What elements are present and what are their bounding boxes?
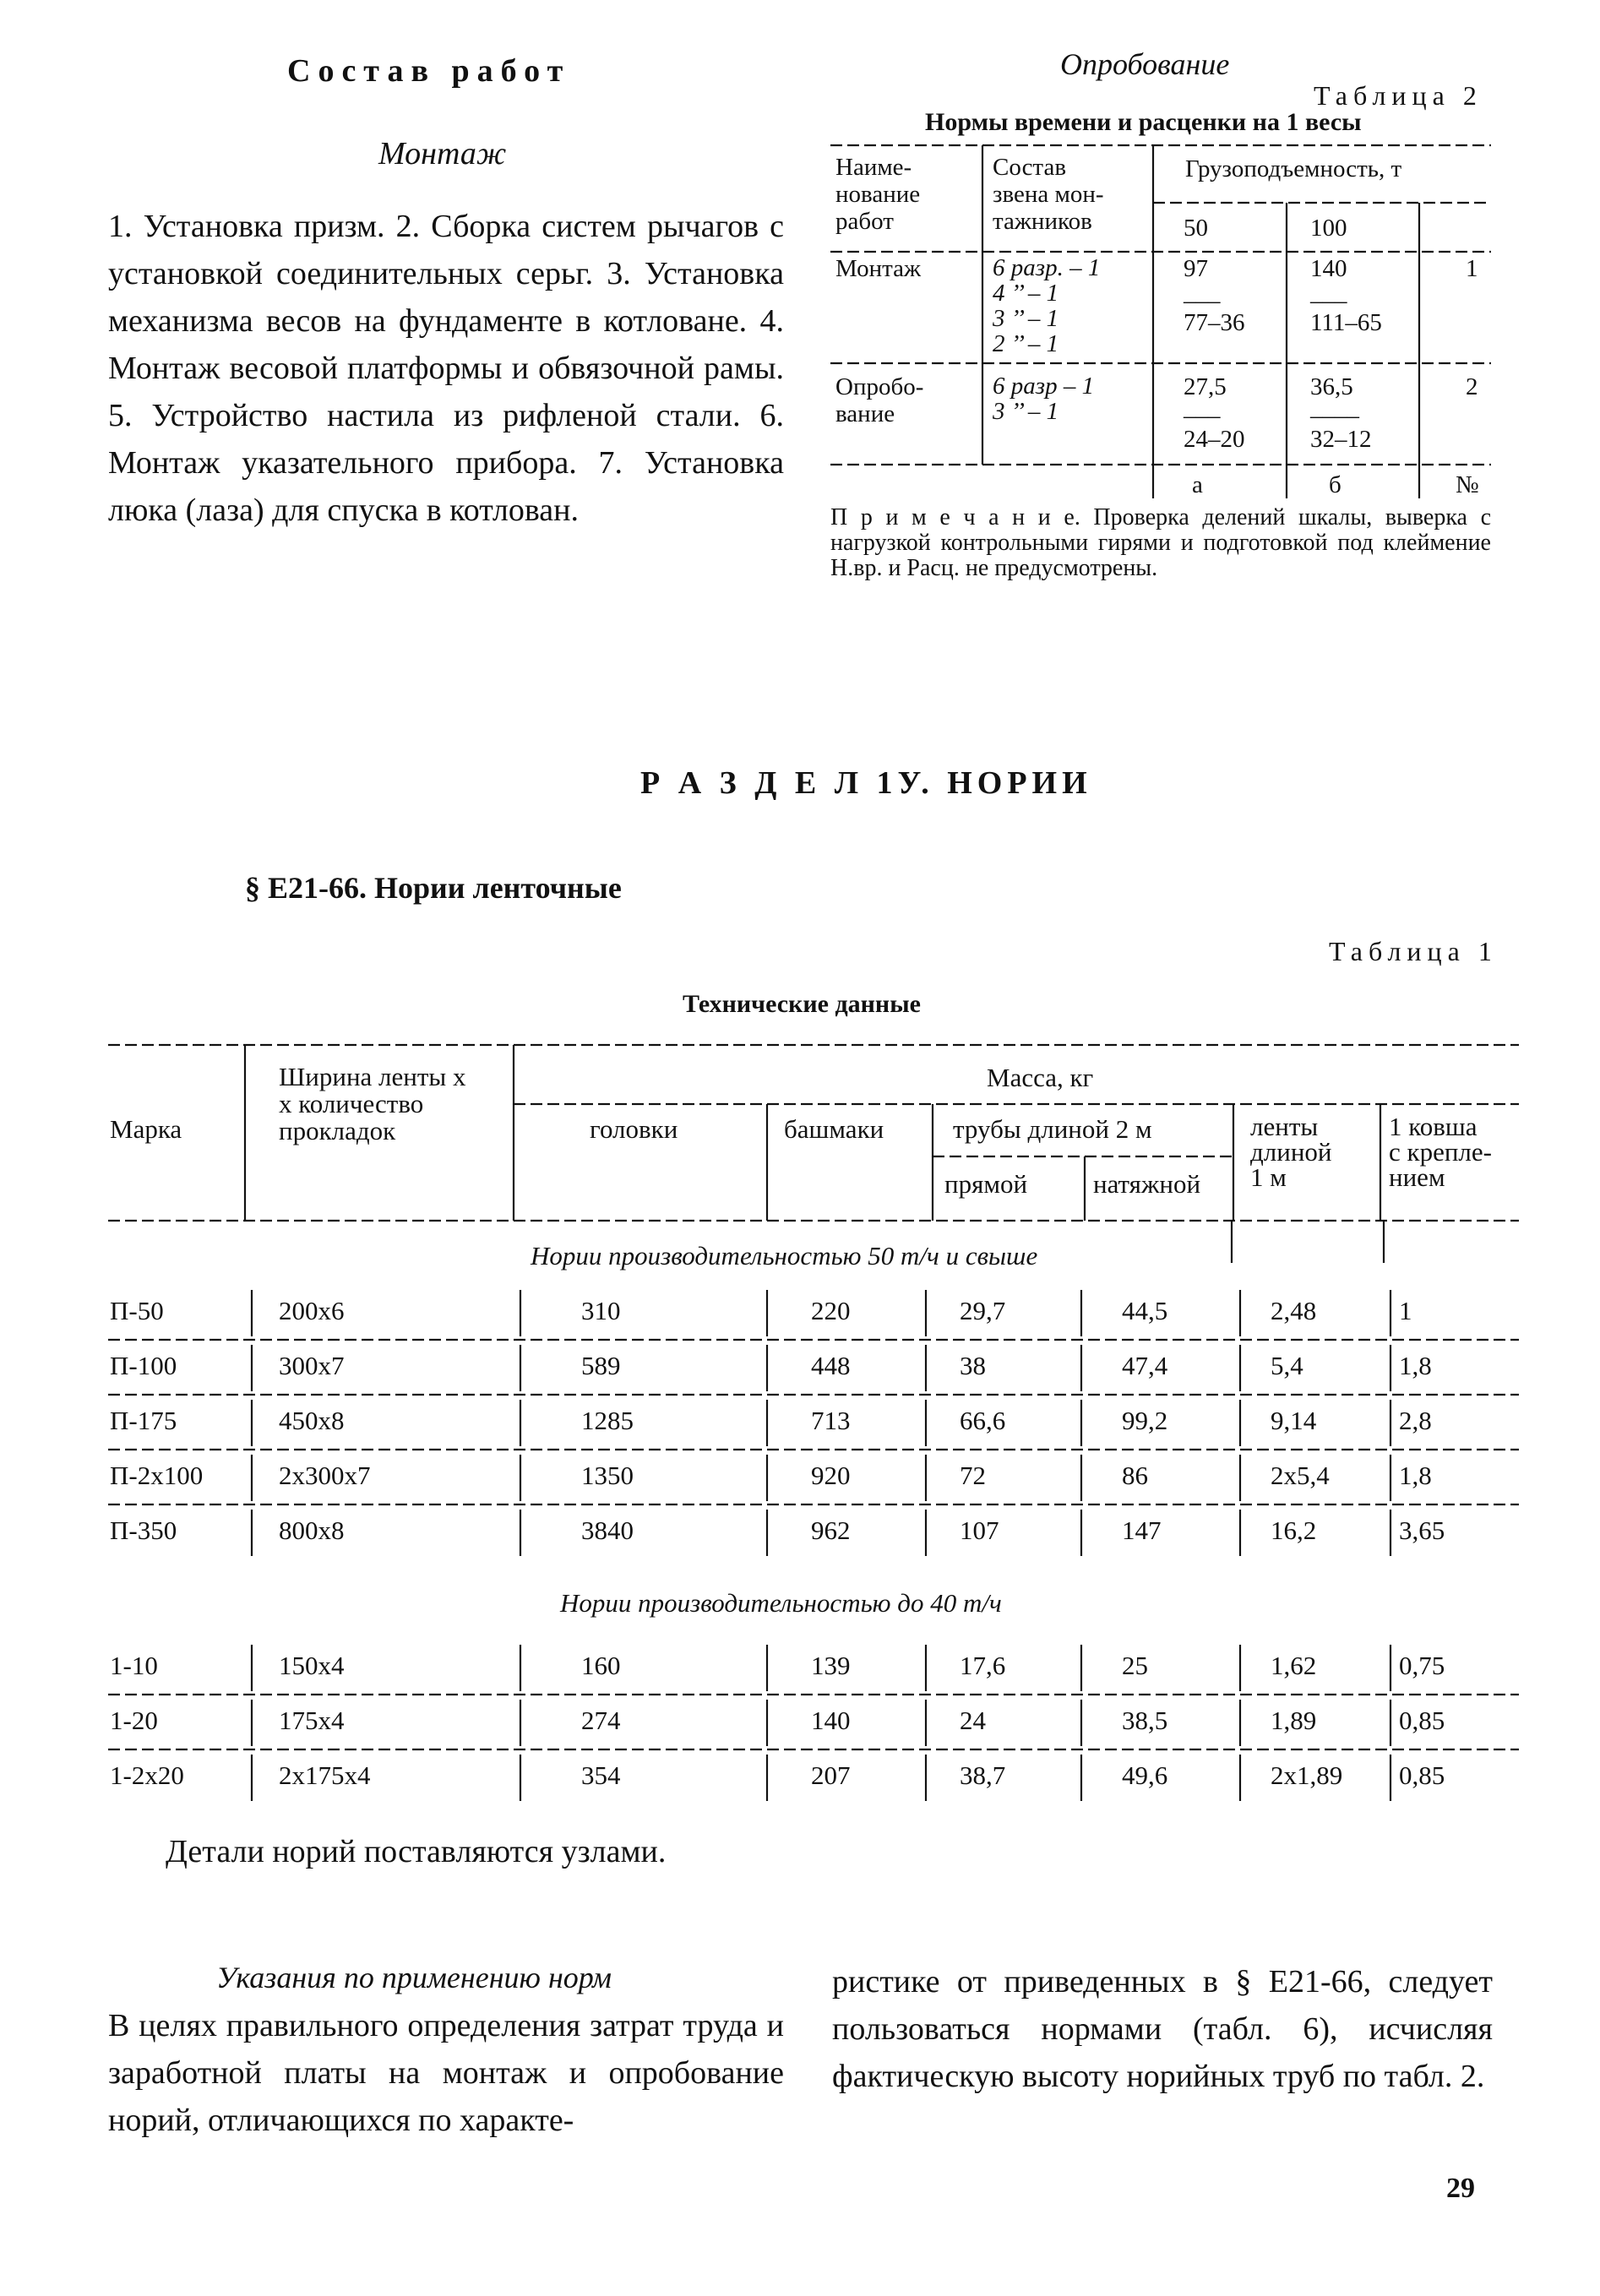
t2-footer-no: № xyxy=(1456,471,1479,498)
t2-hdr-crew-line: звена мон- xyxy=(993,181,1104,208)
t2-row1-crew xyxy=(993,255,1100,356)
instructions-left-text: В целях правильного определения затрат труда и заработной платы на монтаж и опробование норий, отличающихся по характе- xyxy=(108,2008,784,2138)
instructions-right-text: ристике от приведенных в § Е21-66, следует пользоваться нормами (табл. 6), исчисляя фактическую высоту норийных труб по табл. 2. xyxy=(832,1964,1493,2094)
t1-hdr-belts-line: 1 м xyxy=(1250,1162,1287,1192)
table2-grid xyxy=(830,144,1491,498)
t1-hdr-belts-line: длиной xyxy=(1250,1137,1332,1167)
table-cell: 1350 xyxy=(581,1461,634,1490)
work-composition-heading: Состав работ xyxy=(287,53,571,89)
table-cell: 24 xyxy=(960,1706,986,1735)
table-cell: 1-20 xyxy=(110,1706,158,1735)
t1-header-mark: Марка xyxy=(110,1114,182,1144)
table-cell: 5,4 xyxy=(1271,1351,1303,1380)
table-cell: 2х5,4 xyxy=(1271,1461,1330,1490)
t2-name-line: вание xyxy=(835,400,895,427)
table-cell: 3840 xyxy=(581,1515,634,1545)
table1 xyxy=(108,1043,1519,1804)
t2-row2-r50: 24–20 xyxy=(1184,426,1245,453)
table-cell: 2х1,89 xyxy=(1271,1760,1343,1790)
table-cell: 99,2 xyxy=(1122,1406,1168,1435)
table-cell: 175х4 xyxy=(279,1706,345,1735)
t2-hdr-name-line: Наиме- xyxy=(835,154,912,181)
table-cell: 2х175х4 xyxy=(279,1760,371,1790)
t2-crew-line: 2 ’’ – 1 xyxy=(993,330,1059,357)
t2-row2-dash100: –––– xyxy=(1310,402,1359,429)
table-cell: П-50 xyxy=(110,1296,164,1325)
t1-header-tension: натяжной xyxy=(1093,1169,1201,1199)
table-cell: П-100 xyxy=(110,1351,177,1380)
t2-header-crew xyxy=(993,154,1104,235)
table-cell: 2х300х7 xyxy=(279,1461,371,1490)
table-cell: 920 xyxy=(811,1461,851,1490)
table-cell: 2,8 xyxy=(1399,1406,1432,1435)
table-cell: 38,5 xyxy=(1122,1706,1168,1735)
table-cell: 1-2х20 xyxy=(110,1760,184,1790)
installation-text: 1. Установка призм. 2. Сборка систем рычагов с установкой соединительных серьг. 3. Установка механизма весов на фундаменте в котловане. 4. Монтаж весовой платформы и обвязочной рамы. 5. Устройство настила из рифленой стали. 6. Монтаж указательного прибора. 7. Установка люка (лаза) для спуска в котлован. xyxy=(108,209,784,528)
table-cell: 3,65 xyxy=(1399,1515,1445,1545)
t2-header-100: 100 xyxy=(1310,215,1347,242)
t2-row2-crew xyxy=(993,373,1094,424)
t2-row2-no: 2 xyxy=(1466,373,1478,400)
t1-header-belts xyxy=(1250,1114,1332,1190)
table-cell: 0,75 xyxy=(1399,1651,1445,1680)
t2-hdr-name-line: нование xyxy=(835,181,921,208)
table-cell: 140 xyxy=(811,1706,851,1735)
table-cell: 450х8 xyxy=(279,1406,345,1435)
table-cell: 29,7 xyxy=(960,1296,1006,1325)
t2-header-name xyxy=(835,154,920,235)
t1-hdr-belt-line: Ширина ленты х xyxy=(279,1062,466,1091)
table1-caption: Технические данные xyxy=(683,990,921,1018)
table-cell: 9,14 xyxy=(1271,1406,1317,1435)
t1-hdr-belts-line: ленты xyxy=(1250,1112,1319,1141)
t2-row1-v50: 97 xyxy=(1184,255,1208,282)
table-cell: 962 xyxy=(811,1515,851,1545)
table-cell: 147 xyxy=(1122,1515,1162,1545)
table-cell: 25 xyxy=(1122,1651,1148,1680)
t2-footer-a: а xyxy=(1192,471,1203,498)
t1-group1-title: Нории производительностью 50 т/ч и свыше xyxy=(531,1241,1038,1270)
t1-hdr-bucket-line: 1 ковша xyxy=(1389,1112,1478,1141)
table-cell: 107 xyxy=(960,1515,999,1545)
table-cell: 1-10 xyxy=(110,1651,158,1680)
table-cell: 448 xyxy=(811,1351,851,1380)
table2-note: П р и м е ч а н и е. Проверка делений шкалы, выверка с нагрузкой контрольными гирями и подготовкой под клеймение Н.вр. и Расц. не предусмотрены. xyxy=(830,504,1491,581)
paragraph-title: § Е21-66. Нории ленточные xyxy=(245,871,622,905)
t2-crew-line: 6 разр. – 1 xyxy=(993,254,1101,281)
table-cell: 589 xyxy=(581,1351,621,1380)
table-cell: 1 xyxy=(1399,1296,1412,1325)
table-cell: 47,4 xyxy=(1122,1351,1168,1380)
table-cell: 160 xyxy=(581,1651,621,1680)
t2-row2-name xyxy=(835,373,923,427)
table-cell: 150х4 xyxy=(279,1651,345,1680)
table-cell: 220 xyxy=(811,1296,851,1325)
t1-header-heads: головки xyxy=(590,1114,678,1144)
t2-header-capacity: Грузоподъемность, т xyxy=(1185,155,1402,182)
t1-header-belt xyxy=(279,1064,466,1145)
t2-hdr-crew-line: Состав xyxy=(993,154,1067,181)
table-cell: 1,89 xyxy=(1271,1706,1317,1735)
table-cell: П-175 xyxy=(110,1406,177,1435)
table-cell: 16,2 xyxy=(1271,1515,1317,1545)
table-cell: 207 xyxy=(811,1760,851,1790)
table-cell: П-2х100 xyxy=(110,1461,204,1490)
table-cell: 72 xyxy=(960,1461,986,1490)
table-cell: 0,85 xyxy=(1399,1760,1445,1790)
table-cell: 300х7 xyxy=(279,1351,345,1380)
t1-header-straight: прямой xyxy=(944,1169,1028,1199)
t2-row2-v100: 36,5 xyxy=(1310,373,1353,400)
t2-hdr-crew-line: тажников xyxy=(993,208,1092,235)
table-cell: 310 xyxy=(581,1296,621,1325)
table-cell: 713 xyxy=(811,1406,851,1435)
table-cell: 139 xyxy=(811,1651,851,1680)
t1-hdr-belt-line: прокладок xyxy=(279,1116,396,1145)
t2-row1-r100: 111–65 xyxy=(1310,309,1382,336)
t2-row1-dash50: ––– xyxy=(1184,287,1221,314)
t2-crew-line: 3 ’’ – 1 xyxy=(993,305,1059,332)
t1-hdr-belt-line: х количество xyxy=(279,1089,424,1118)
t2-crew-line: 4 ’’ – 1 xyxy=(993,280,1059,307)
table-cell: 1,8 xyxy=(1399,1461,1432,1490)
page-number: 29 xyxy=(1446,2173,1475,2204)
table-cell: 1,62 xyxy=(1271,1651,1317,1680)
table-cell: 66,6 xyxy=(960,1406,1006,1435)
table-cell: 200х6 xyxy=(279,1296,345,1325)
table2-caption: Нормы времени и расценки на 1 весы xyxy=(925,108,1362,136)
table2-label: Таблица 2 xyxy=(1314,80,1483,111)
t1-header-pipes: трубы длиной 2 м xyxy=(953,1114,1152,1144)
t1-hdr-bucket-line: с крепле- xyxy=(1389,1137,1492,1167)
t2-row1-name: Монтаж xyxy=(835,255,922,282)
t1-hdr-bucket-line: нием xyxy=(1389,1162,1445,1192)
table-cell: 49,6 xyxy=(1122,1760,1168,1790)
table-cell: 38 xyxy=(960,1351,986,1380)
t2-row1-r50: 77–36 xyxy=(1184,309,1245,336)
table-cell: 354 xyxy=(581,1760,621,1790)
t2-hdr-name-line: работ xyxy=(835,208,894,235)
table-cell: П-350 xyxy=(110,1515,177,1545)
installation-subheading: Монтаж xyxy=(378,136,507,171)
t1-header-shoes: башмаки xyxy=(784,1114,884,1144)
section-title: Р А З Д Е Л 1У. НОРИИ xyxy=(640,765,1092,801)
table-cell: 1285 xyxy=(581,1406,634,1435)
instructions-heading: Указания по применению норм xyxy=(216,1961,612,1994)
t2-footer-b: б xyxy=(1329,471,1341,498)
testing-subheading: Опробование xyxy=(1060,47,1230,81)
t2-row1-v100: 140 xyxy=(1310,255,1347,282)
t1-group2-title: Нории производительностью до 40 т/ч xyxy=(560,1588,1002,1618)
table-cell: 17,6 xyxy=(960,1651,1006,1680)
table-cell: 274 xyxy=(581,1706,621,1735)
t2-crew-line: 3 ’’ – 1 xyxy=(993,398,1059,425)
table1-label: Таблица 1 xyxy=(1329,936,1498,966)
t1-header-bucket xyxy=(1389,1114,1492,1190)
t2-name-line: Опробо- xyxy=(835,373,924,400)
t2-row1-no: 1 xyxy=(1466,255,1478,282)
t2-row2-r100: 32–12 xyxy=(1310,426,1372,453)
details-note: Детали норий поставляются узлами. xyxy=(166,1834,667,1869)
t2-crew-line: 6 разр – 1 xyxy=(993,373,1095,400)
table-cell: 38,7 xyxy=(960,1760,1006,1790)
table-cell: 0,85 xyxy=(1399,1706,1445,1735)
t1-header-mass: Масса, кг xyxy=(987,1063,1094,1092)
t2-row2-dash50: ––– xyxy=(1184,402,1221,429)
t2-header-50: 50 xyxy=(1184,215,1208,242)
table-cell: 1,8 xyxy=(1399,1351,1432,1380)
table-cell: 44,5 xyxy=(1122,1296,1168,1325)
table-cell: 800х8 xyxy=(279,1515,345,1545)
table2 xyxy=(830,144,1491,498)
table-cell: 86 xyxy=(1122,1461,1148,1490)
t2-row1-dash100: ––– xyxy=(1310,287,1347,314)
table-cell: 2,48 xyxy=(1271,1296,1317,1325)
t2-row2-v50: 27,5 xyxy=(1184,373,1227,400)
